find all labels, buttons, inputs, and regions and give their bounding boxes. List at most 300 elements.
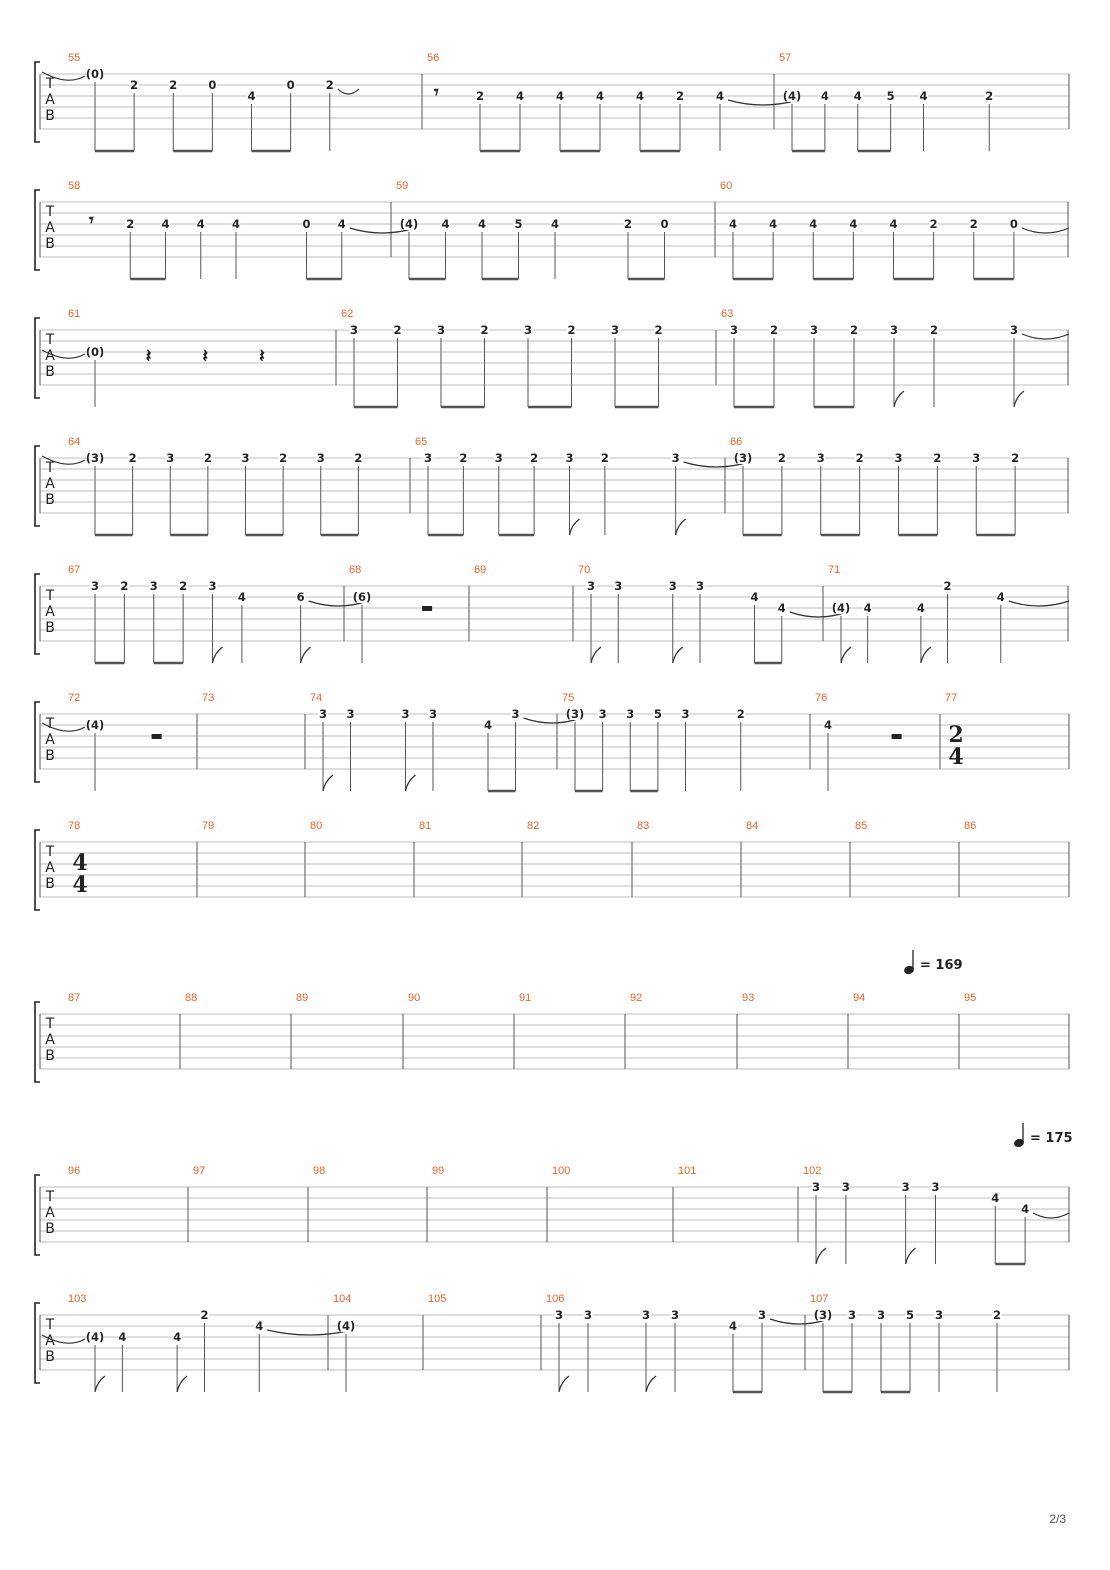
page-number: 2/3 [1049, 1512, 1066, 1526]
fret-number: 4 [809, 217, 818, 231]
measure [42, 692, 197, 791]
fret-number: 3 [934, 1308, 944, 1322]
fret-number: 5 [514, 217, 523, 231]
measure [310, 820, 414, 897]
tab-system [35, 180, 1069, 279]
measure-number: 86 [964, 820, 977, 832]
measure [415, 436, 749, 535]
tab-clef-letter: T [45, 460, 55, 476]
fret-number: 4 [161, 217, 170, 231]
fret-number: 4 [441, 217, 450, 231]
measure-number: 69 [474, 564, 487, 576]
measure-number: 61 [68, 308, 81, 320]
fret-number: 2 [126, 217, 135, 231]
fret-number: 3 [511, 707, 520, 721]
measure-number: 106 [546, 1293, 565, 1305]
measure [68, 564, 368, 663]
measure-number: 105 [428, 1293, 447, 1305]
fret-number: (4) [85, 1330, 105, 1344]
fret-number: 4 [715, 89, 725, 103]
tab-clef-letter: A [45, 1205, 55, 1221]
fret-number: 2 [169, 78, 178, 92]
fret-number: 2 [567, 323, 576, 337]
measure-number: 99 [432, 1165, 445, 1177]
tab-clef-letter: T [45, 1189, 55, 1205]
fret-number: 2 [929, 323, 939, 337]
measure [779, 52, 1069, 151]
fret-number: 3 [523, 323, 533, 337]
measure-number: 78 [68, 820, 81, 832]
note-flag [841, 647, 851, 663]
fret-number: 2 [120, 579, 129, 593]
fret-number: (6) [352, 590, 372, 604]
fret-number: 2 [600, 451, 609, 465]
measure [828, 564, 1069, 663]
fret-number: 3 [436, 323, 446, 337]
fret-number: 4 [231, 217, 241, 231]
measure [853, 950, 963, 1069]
tab-clef-letter: A [45, 348, 55, 364]
fret-number: 4 [777, 601, 786, 615]
fret-number: 3 [208, 579, 217, 593]
tab-clef-letter: B [45, 1048, 55, 1064]
tab-clef-letter: B [45, 620, 55, 636]
fret-number: (3) [565, 707, 585, 721]
fret-number: 3 [695, 579, 705, 593]
fret-number: 3 [90, 579, 100, 593]
fret-number: 2 [992, 1308, 1002, 1322]
fret-number: (3) [85, 451, 105, 465]
fret-number: 4 [118, 1330, 127, 1344]
fret-number: 4 [1021, 1202, 1030, 1216]
measure-number: 55 [68, 52, 81, 64]
measure [202, 692, 305, 769]
measure [742, 992, 848, 1069]
measure-number: 89 [296, 992, 309, 1004]
fret-number: 4 [483, 718, 493, 732]
fret-number: 3 [876, 1308, 886, 1322]
measure [552, 1165, 673, 1242]
tab-clef-letter: B [45, 1349, 55, 1365]
measure-number: 93 [742, 992, 755, 1004]
fret-number: 4 [515, 89, 525, 103]
measure [68, 1165, 188, 1242]
measure-number: 68 [349, 564, 362, 576]
fret-number: (3) [733, 451, 753, 465]
fret-number: 2 [777, 451, 786, 465]
fret-number: 2 [1011, 451, 1020, 465]
fret-number: 4 [750, 590, 759, 604]
measure-number: 107 [810, 1293, 829, 1305]
time-signature-top: 4 [72, 850, 88, 876]
tab-clef-letter: A [45, 1032, 55, 1048]
measure-number: 91 [519, 992, 532, 1004]
system-bracket [35, 1002, 40, 1082]
fret-number: 4 [769, 217, 778, 231]
system-bracket [35, 574, 40, 654]
fret-number: 3 [494, 451, 503, 465]
fret-number: 3 [598, 707, 607, 721]
measure-number: 84 [746, 820, 759, 832]
measure-number: 63 [721, 308, 734, 320]
tempo-marking: = 169 [920, 958, 963, 973]
measure [815, 692, 940, 791]
system-bracket [35, 318, 40, 398]
fret-number: 2 [475, 89, 485, 103]
fret-number: 3 [757, 1308, 767, 1322]
fret-number: 4 [991, 1191, 1000, 1205]
fret-number: 3 [626, 707, 635, 721]
measure [427, 52, 798, 151]
measure-number: 101 [678, 1165, 697, 1177]
tab-clef-letter: T [45, 204, 55, 220]
measure-number: 73 [202, 692, 215, 704]
fret-number: 0 [1009, 217, 1018, 231]
fret-number: 3 [847, 1308, 857, 1322]
measure [519, 992, 625, 1069]
measure-number: 59 [396, 180, 409, 192]
fret-number: 4 [820, 89, 829, 103]
tab-clef-letter: T [45, 1317, 55, 1333]
fret-number: 4 [996, 590, 1005, 604]
measure-number: 77 [945, 692, 958, 704]
tab-clef-letter: A [45, 604, 55, 620]
tab-clef-letter: T [45, 76, 55, 92]
measure-number: 90 [408, 992, 421, 1004]
fret-number: (4) [336, 1319, 356, 1333]
tab-clef-letter: A [45, 92, 55, 108]
fret-number: 4 [849, 217, 858, 231]
measure [637, 820, 741, 897]
measure [313, 1165, 427, 1242]
measure-number: 60 [720, 180, 733, 192]
fret-number: 2 [203, 451, 212, 465]
note-flag [323, 775, 333, 791]
fret-number: 2 [325, 78, 334, 92]
fret-number: (4) [85, 718, 105, 732]
fret-number: 2 [130, 78, 139, 92]
fret-number: 4 [247, 89, 256, 103]
fret-number: 2 [279, 451, 288, 465]
quarter-rest: 𝄽 [145, 346, 152, 367]
note-flag [646, 1376, 656, 1392]
measure-number: 88 [185, 992, 198, 1004]
note-flag [570, 519, 580, 535]
measure-number: 82 [527, 820, 540, 832]
fret-number: 4 [237, 590, 246, 604]
tab-system [35, 692, 1069, 791]
fret-number: 4 [635, 89, 645, 103]
measure [42, 52, 422, 151]
measure [562, 692, 810, 791]
tab-clef-letter: A [45, 860, 55, 876]
tab-clef-letter: A [45, 732, 55, 748]
time-signature-bottom: 4 [948, 744, 964, 770]
fret-number: 3 [614, 579, 623, 593]
measure [396, 180, 715, 279]
fret-number: 3 [894, 451, 903, 465]
tab-clef-letter: T [45, 588, 55, 604]
fret-number: 6 [296, 590, 305, 604]
fret-number: 0 [208, 78, 217, 92]
fret-number: 3 [641, 1308, 651, 1322]
fret-number: 3 [670, 1308, 680, 1322]
tab-clef-letter: A [45, 220, 55, 236]
measure [810, 1293, 1069, 1392]
fret-number: 3 [809, 323, 819, 337]
measure-number: 97 [193, 1165, 206, 1177]
tie [1033, 1213, 1069, 1218]
tab-clef-letter: B [45, 748, 55, 764]
fret-number: 5 [653, 707, 662, 721]
measure-number: 102 [803, 1165, 822, 1177]
system-bracket [35, 446, 40, 526]
quarter-rest: 𝄽 [202, 346, 209, 367]
fret-number: 2 [393, 323, 402, 337]
fret-number: 4 [173, 1330, 182, 1344]
fret-number: 5 [905, 1308, 915, 1322]
tab-clef-letter: B [45, 108, 55, 124]
fret-number: 3 [428, 707, 438, 721]
fret-number: 4 [337, 217, 346, 231]
tab-clef-letter: B [45, 1221, 55, 1237]
fret-number: 2 [354, 451, 363, 465]
fret-number: 3 [149, 579, 158, 593]
fret-number: 2 [623, 217, 633, 231]
measure-number: 104 [333, 1293, 352, 1305]
measure [408, 992, 514, 1069]
measure-number: 94 [853, 992, 866, 1004]
note-flag [676, 519, 686, 535]
fret-number: 3 [316, 451, 325, 465]
measure-number: 81 [419, 820, 432, 832]
fret-number: 2 [530, 451, 539, 465]
measure [349, 564, 469, 663]
fret-number: (0) [85, 345, 105, 359]
measure-number: 65 [415, 436, 428, 448]
fret-number: 4 [889, 217, 898, 231]
fret-number: 4 [196, 217, 205, 231]
tab-system [35, 1293, 1069, 1392]
tab-system [35, 436, 1069, 535]
note-flag [213, 647, 223, 663]
fret-number: 2 [200, 1308, 209, 1322]
fret-number: 2 [849, 323, 859, 337]
fret-number: 2 [654, 323, 663, 337]
tab-systems [35, 52, 1073, 1392]
fret-number: 4 [863, 601, 872, 615]
measure [68, 992, 180, 1069]
fret-number: 2 [969, 217, 978, 231]
measure-number: 87 [68, 992, 81, 1004]
measure [333, 1293, 423, 1392]
note-flag [816, 1248, 826, 1264]
tab-clef-letter: T [45, 332, 55, 348]
measure-number: 96 [68, 1165, 81, 1177]
fret-number: 3 [423, 451, 433, 465]
measure [432, 1165, 547, 1242]
fret-number: 3 [729, 323, 739, 337]
system-bracket [35, 830, 40, 910]
fret-number: 4 [853, 89, 862, 103]
note-flag [95, 1376, 105, 1392]
tie [1009, 601, 1069, 606]
measure [42, 308, 336, 407]
tab-clef-letter: B [45, 236, 55, 252]
fret-number: 2 [736, 707, 745, 721]
measure-number: 70 [578, 564, 591, 576]
fret-number: 3 [931, 1180, 940, 1194]
fret-number: 4 [916, 601, 925, 615]
half-rest [152, 734, 162, 739]
tab-system [35, 308, 1069, 407]
measure [803, 1123, 1073, 1264]
note-flag [921, 647, 931, 663]
measure [720, 180, 1069, 279]
measure-number: 64 [68, 436, 81, 448]
fret-number: 3 [241, 451, 250, 465]
fret-number: 5 [886, 89, 895, 103]
fret-number: (3) [813, 1308, 833, 1322]
note-flag [177, 1376, 187, 1392]
fret-number: 2 [128, 451, 137, 465]
measure [578, 564, 847, 663]
eighth-rest: 𝄾 [89, 210, 94, 231]
measure [202, 820, 305, 897]
measure [419, 820, 522, 897]
tab-clef-letter: B [45, 492, 55, 508]
fret-number: 0 [660, 217, 669, 231]
eighth-rest: 𝄾 [434, 82, 439, 103]
fret-number: 3 [816, 451, 825, 465]
note-flag [894, 391, 904, 407]
fret-number: 3 [681, 707, 690, 721]
fret-number: 3 [811, 1180, 821, 1194]
fret-number: 2 [855, 451, 864, 465]
fret-number: 3 [346, 707, 355, 721]
measure-number: 103 [68, 1293, 87, 1305]
fret-number: 4 [728, 217, 738, 231]
fret-number: 4 [550, 217, 560, 231]
tab-clef-letter: A [45, 1333, 55, 1349]
tab-clef-letter: B [45, 364, 55, 380]
fret-number: 3 [610, 323, 620, 337]
note-flag [301, 647, 311, 663]
note-flag [906, 1248, 916, 1264]
measure-number: 71 [828, 564, 841, 576]
measure-number: 98 [313, 1165, 326, 1177]
fret-number: (0) [85, 67, 105, 81]
fret-number: 2 [459, 451, 468, 465]
measure [964, 820, 1069, 897]
fret-number: 3 [565, 451, 574, 465]
measure [428, 1293, 541, 1370]
measure-number: 95 [964, 992, 977, 1004]
fret-number: 2 [985, 89, 994, 103]
tie [1022, 228, 1069, 233]
fret-number: 4 [255, 1319, 264, 1333]
measure-number: 74 [310, 692, 323, 704]
fret-number: 2 [933, 451, 942, 465]
fret-number: 3 [889, 323, 899, 337]
measure-number: 85 [855, 820, 868, 832]
time-signature-bottom: 4 [72, 872, 88, 898]
measure-number: 79 [202, 820, 215, 832]
half-rest [422, 606, 432, 611]
measure-number: 100 [552, 1165, 571, 1177]
tab-clef-letter: T [45, 1016, 55, 1032]
fret-number: 3 [901, 1180, 910, 1194]
note-flag [559, 1376, 569, 1392]
measure [746, 820, 850, 897]
measure-number: 92 [630, 992, 643, 1004]
fret-number: 0 [302, 217, 311, 231]
fret-number: 4 [919, 89, 928, 103]
tab-system [35, 52, 1069, 151]
fret-number: 4 [477, 217, 487, 231]
fret-number: 3 [841, 1180, 850, 1194]
fret-number: 0 [286, 78, 295, 92]
measure-number: 72 [68, 692, 81, 704]
half-rest [892, 734, 902, 739]
fret-number: 2 [480, 323, 489, 337]
tempo-marking: = 175 [1030, 1131, 1073, 1146]
measure [630, 992, 737, 1069]
note-flag [1014, 391, 1024, 407]
fret-number: 3 [401, 707, 410, 721]
measure [42, 1293, 352, 1392]
measure [310, 692, 581, 791]
measure [193, 1165, 308, 1242]
fret-number: 2 [769, 323, 779, 337]
tab-clef-letter: B [45, 876, 55, 892]
measure-number: 67 [68, 564, 81, 576]
fret-number: 4 [555, 89, 565, 103]
fret-number: 3 [318, 707, 328, 721]
fret-number: (4) [399, 217, 419, 231]
system-bracket [35, 190, 40, 270]
measure [678, 1165, 798, 1242]
fret-number: 3 [554, 1308, 564, 1322]
fret-number: 2 [943, 579, 952, 593]
fret-number: 2 [179, 579, 188, 593]
fret-number: 3 [972, 451, 981, 465]
fret-number: 2 [929, 217, 938, 231]
time-signature-top: 2 [948, 722, 964, 748]
tab-system [35, 820, 1069, 910]
tie [1022, 334, 1069, 339]
tie [338, 89, 359, 94]
measure [68, 180, 415, 279]
note-flag [591, 647, 601, 663]
measure [42, 436, 410, 535]
measure-number: 76 [815, 692, 828, 704]
measure [341, 308, 716, 407]
system-bracket [35, 1303, 40, 1383]
measure [474, 564, 573, 641]
measure-number: 58 [68, 180, 81, 192]
measure-number: 83 [637, 820, 650, 832]
measure-number: 56 [427, 52, 440, 64]
fret-number: 2 [675, 89, 685, 103]
fret-number: 4 [728, 1319, 738, 1333]
measure-number: 66 [730, 436, 743, 448]
measure-number: 57 [779, 52, 792, 64]
fret-number: 3 [668, 579, 677, 593]
measure [527, 820, 632, 897]
fret-number: 3 [671, 451, 680, 465]
measure [296, 992, 403, 1069]
